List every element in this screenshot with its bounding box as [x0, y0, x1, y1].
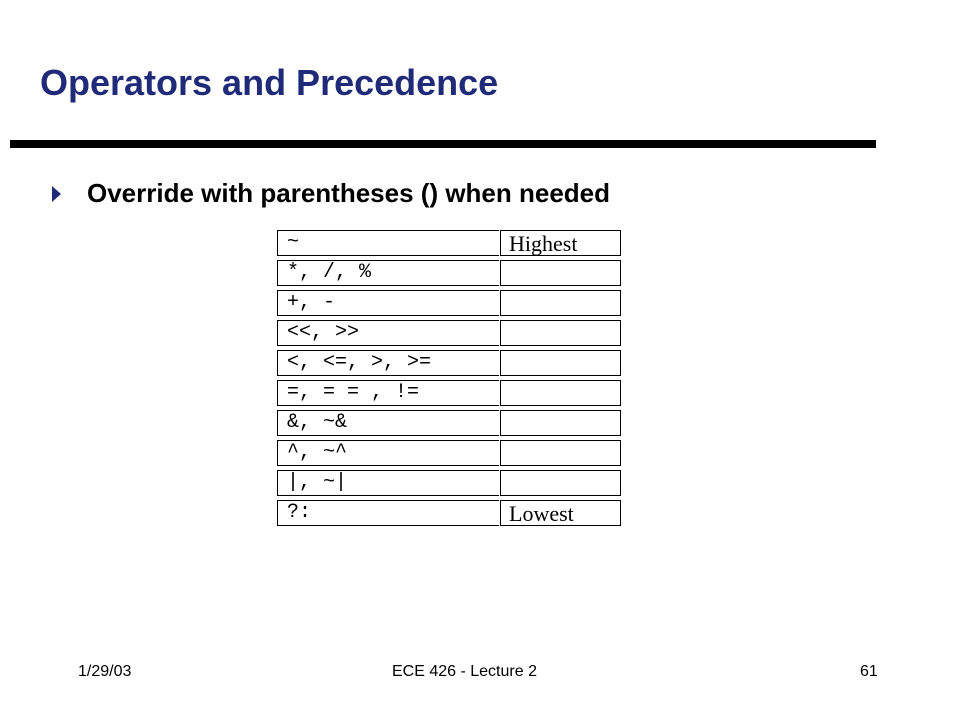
bullet-item: [52, 178, 610, 209]
table-row: [277, 500, 621, 526]
rank-cell: Highest: [500, 230, 621, 256]
rank-cell: [500, 320, 621, 346]
operator-cell: ^, ~^: [277, 440, 499, 466]
triangle-right-icon: [52, 186, 61, 202]
table-row: [277, 470, 621, 496]
operator-cell: <, <=, >, >=: [277, 350, 499, 376]
rank-cell: [500, 470, 621, 496]
rank-cell: Lowest: [500, 500, 621, 526]
table-row: [277, 350, 621, 376]
title-rule: [10, 140, 876, 148]
operator-cell: &, ~&: [277, 410, 499, 436]
operator-cell: +, -: [277, 290, 499, 316]
rank-cell: [500, 380, 621, 406]
precedence-table: [277, 230, 621, 530]
slide-title: Operators and Precedence: [40, 62, 499, 103]
table-row: [277, 230, 621, 256]
footer-date: 1/29/03: [78, 663, 132, 680]
operator-cell: <<, >>: [277, 320, 499, 346]
rank-cell: [500, 260, 621, 286]
table-row: [277, 410, 621, 436]
operator-cell: |, ~|: [277, 470, 499, 496]
rank-cell: [500, 290, 621, 316]
bullet-text: Override with parentheses () when needed: [87, 178, 611, 208]
operator-cell: *, /, %: [277, 260, 499, 286]
table-row: [277, 380, 621, 406]
table-row: [277, 320, 621, 346]
operator-cell: =, = = , !=: [277, 380, 499, 406]
footer-course: ECE 426 - Lecture 2: [392, 663, 537, 680]
table-row: [277, 440, 621, 466]
footer-page-number: 61: [860, 663, 878, 680]
operator-cell: ~: [277, 230, 499, 256]
operator-cell: ?:: [277, 500, 499, 526]
rank-cell: [500, 410, 621, 436]
rank-cell: [500, 350, 621, 376]
rank-cell: [500, 440, 621, 466]
table-row: [277, 260, 621, 286]
table-row: [277, 290, 621, 316]
